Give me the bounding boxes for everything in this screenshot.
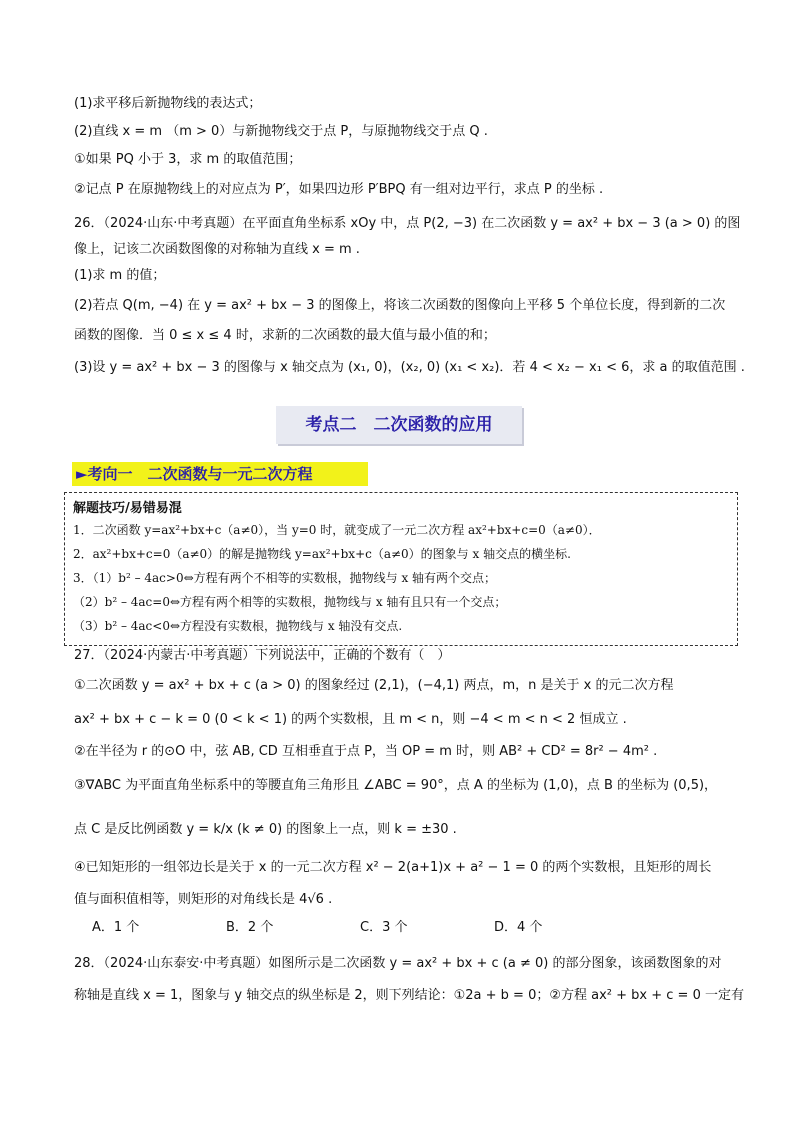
q27-option-a: A．1 个 [92,920,140,935]
q26-part2-line2: 函数的图像．当 0 ≤ x ≤ 4 时，求新的二次函数的最大值与最小值的和； [74,328,496,343]
q27-stem: 27．（2024·内蒙古·中考真题）下列说法中，正确的个数有（ ） [74,648,451,663]
q28-stem-line2: 称轴是直线 x = 1，图象与 y 轴交点的纵坐标是 2，则下列结论：①2a + b = 0；②方程 ax² + bx + c = 0 一定有 [74,988,744,1003]
q27-option-c: C．3 个 [360,920,408,935]
section-title: 考点二 二次函数的应用 [305,415,493,435]
q27-option-b: B．2 个 [226,920,274,935]
tips-box [64,492,738,646]
q26-part1: (1)求 m 的值； [74,268,166,283]
q27-statement2: ②在半径为 r 的⊙O 中，弦 AB, CD 互相垂直于点 P，当 OP = m 时，则 AB² + CD² = 8r² − 4m² . [74,744,658,759]
q26-stem-line1: 26．（2024·山东·中考真题）在平面直角坐标系 xOy 中，点 P(2, −3) 在二次函数 y = ax² + bx − 3 (a > 0) 的图 [74,216,741,231]
q25-part2: (2)直线 x = m （m > 0）与新抛物线交于点 P，与原抛物线交于点 Q . [74,124,488,139]
q27-option-d: D．4 个 [494,920,543,935]
q27-statement3-line1: ③∇ABC 为平面直角坐标系中的等腰直角三角形且 ∠ABC = 90°，点 A 的坐标为 (1,0)，点 B 的坐标为 (0,5)， [74,778,718,793]
tip-line-1: 1．二次函数 y=ax²+bx+c（a≠0），当 y=0 时，就变成了一元二次方程 ax²+bx+c=0（a≠0）． [73,523,601,537]
q27-statement1-line2: ax² + bx + c − k = 0 (0 < k < 1) 的两个实数根，且 m < n，则 −4 < m < n < 2 恒成立 . [74,712,627,727]
q28-stem-line1: 28．（2024·山东泰安·中考真题）如图所示是二次函数 y = ax² + bx + c (a ≠ 0) 的部分图象，该函数图象的对 [74,956,722,971]
q27-statement4-line2: 值与面积值相等，则矩形的对角线长是 4√6 . [74,892,333,907]
tip-line-3: 3．（1）b² – 4ac>0⇔方程有两个不相等的实数根，抛物线与 x 轴有两个交点； [73,571,497,585]
q25-part2a: ①如果 PQ 小于 3，求 m 的取值范围； [74,152,302,167]
q25-part1: (1)求平移后新抛物线的表达式； [74,96,262,111]
q26-part2-line1: (2)若点 Q(m, −4) 在 y = ax² + bx − 3 的图像上，将该二次函数的图像向上平移 5 个单位长度，得到新的二次 [74,298,726,313]
section-title-box [276,406,522,444]
q27-statement4-line1: ④已知矩形的一组邻边长是关于 x 的一元二次方程 x² − 2(a+1)x + a² − 1 = 0 的两个实数根，且矩形的周长 [74,860,712,875]
q27-statement1-line1: ①二次函数 y = ax² + bx + c (a > 0) 的图象经过 (2,1)，(−4,1) 两点，m，n 是关于 x 的元二次方程 [74,678,674,693]
q26-part3: (3)设 y = ax² + bx − 3 的图像与 x 轴交点为 (x₁, 0)，(x₂, 0) (x₁ < x₂)．若 4 < x₂ − x₁ < 6，求 a 的取值范围 . [74,360,745,375]
q27-statement3-line2: 点 C 是反比例函数 y = k/x (k ≠ 0) 的图象上一点，则 k = ±30 . [74,822,457,837]
subsection-title-box [72,462,368,486]
tip-line-4: （2）b² – 4ac=0⇔方程有两个相等的实数根，抛物线与 x 轴有且只有一个交点； [73,595,507,609]
tip-line-2: 2．ax²+bx+c=0（a≠0）的解是抛物线 y=ax²+bx+c（a≠0）的图象与 x 轴交点的横坐标. [73,547,571,561]
q26-stem-line2: 像上，记该二次函数图像的对称轴为直线 x = m . [74,242,360,257]
tips-title: 解题技巧/易错易混 [73,501,182,516]
subsection-title: ►考向一 二次函数与一元二次方程 [76,465,313,483]
tip-line-5: （3）b² – 4ac<0⇔方程没有实数根，抛物线与 x 轴没有交点. [73,619,403,633]
q25-part2b: ②记点 P 在原抛物线上的对应点为 P′，如果四边形 P′BPQ 有一组对边平行，求点 P 的坐标 . [74,182,604,197]
